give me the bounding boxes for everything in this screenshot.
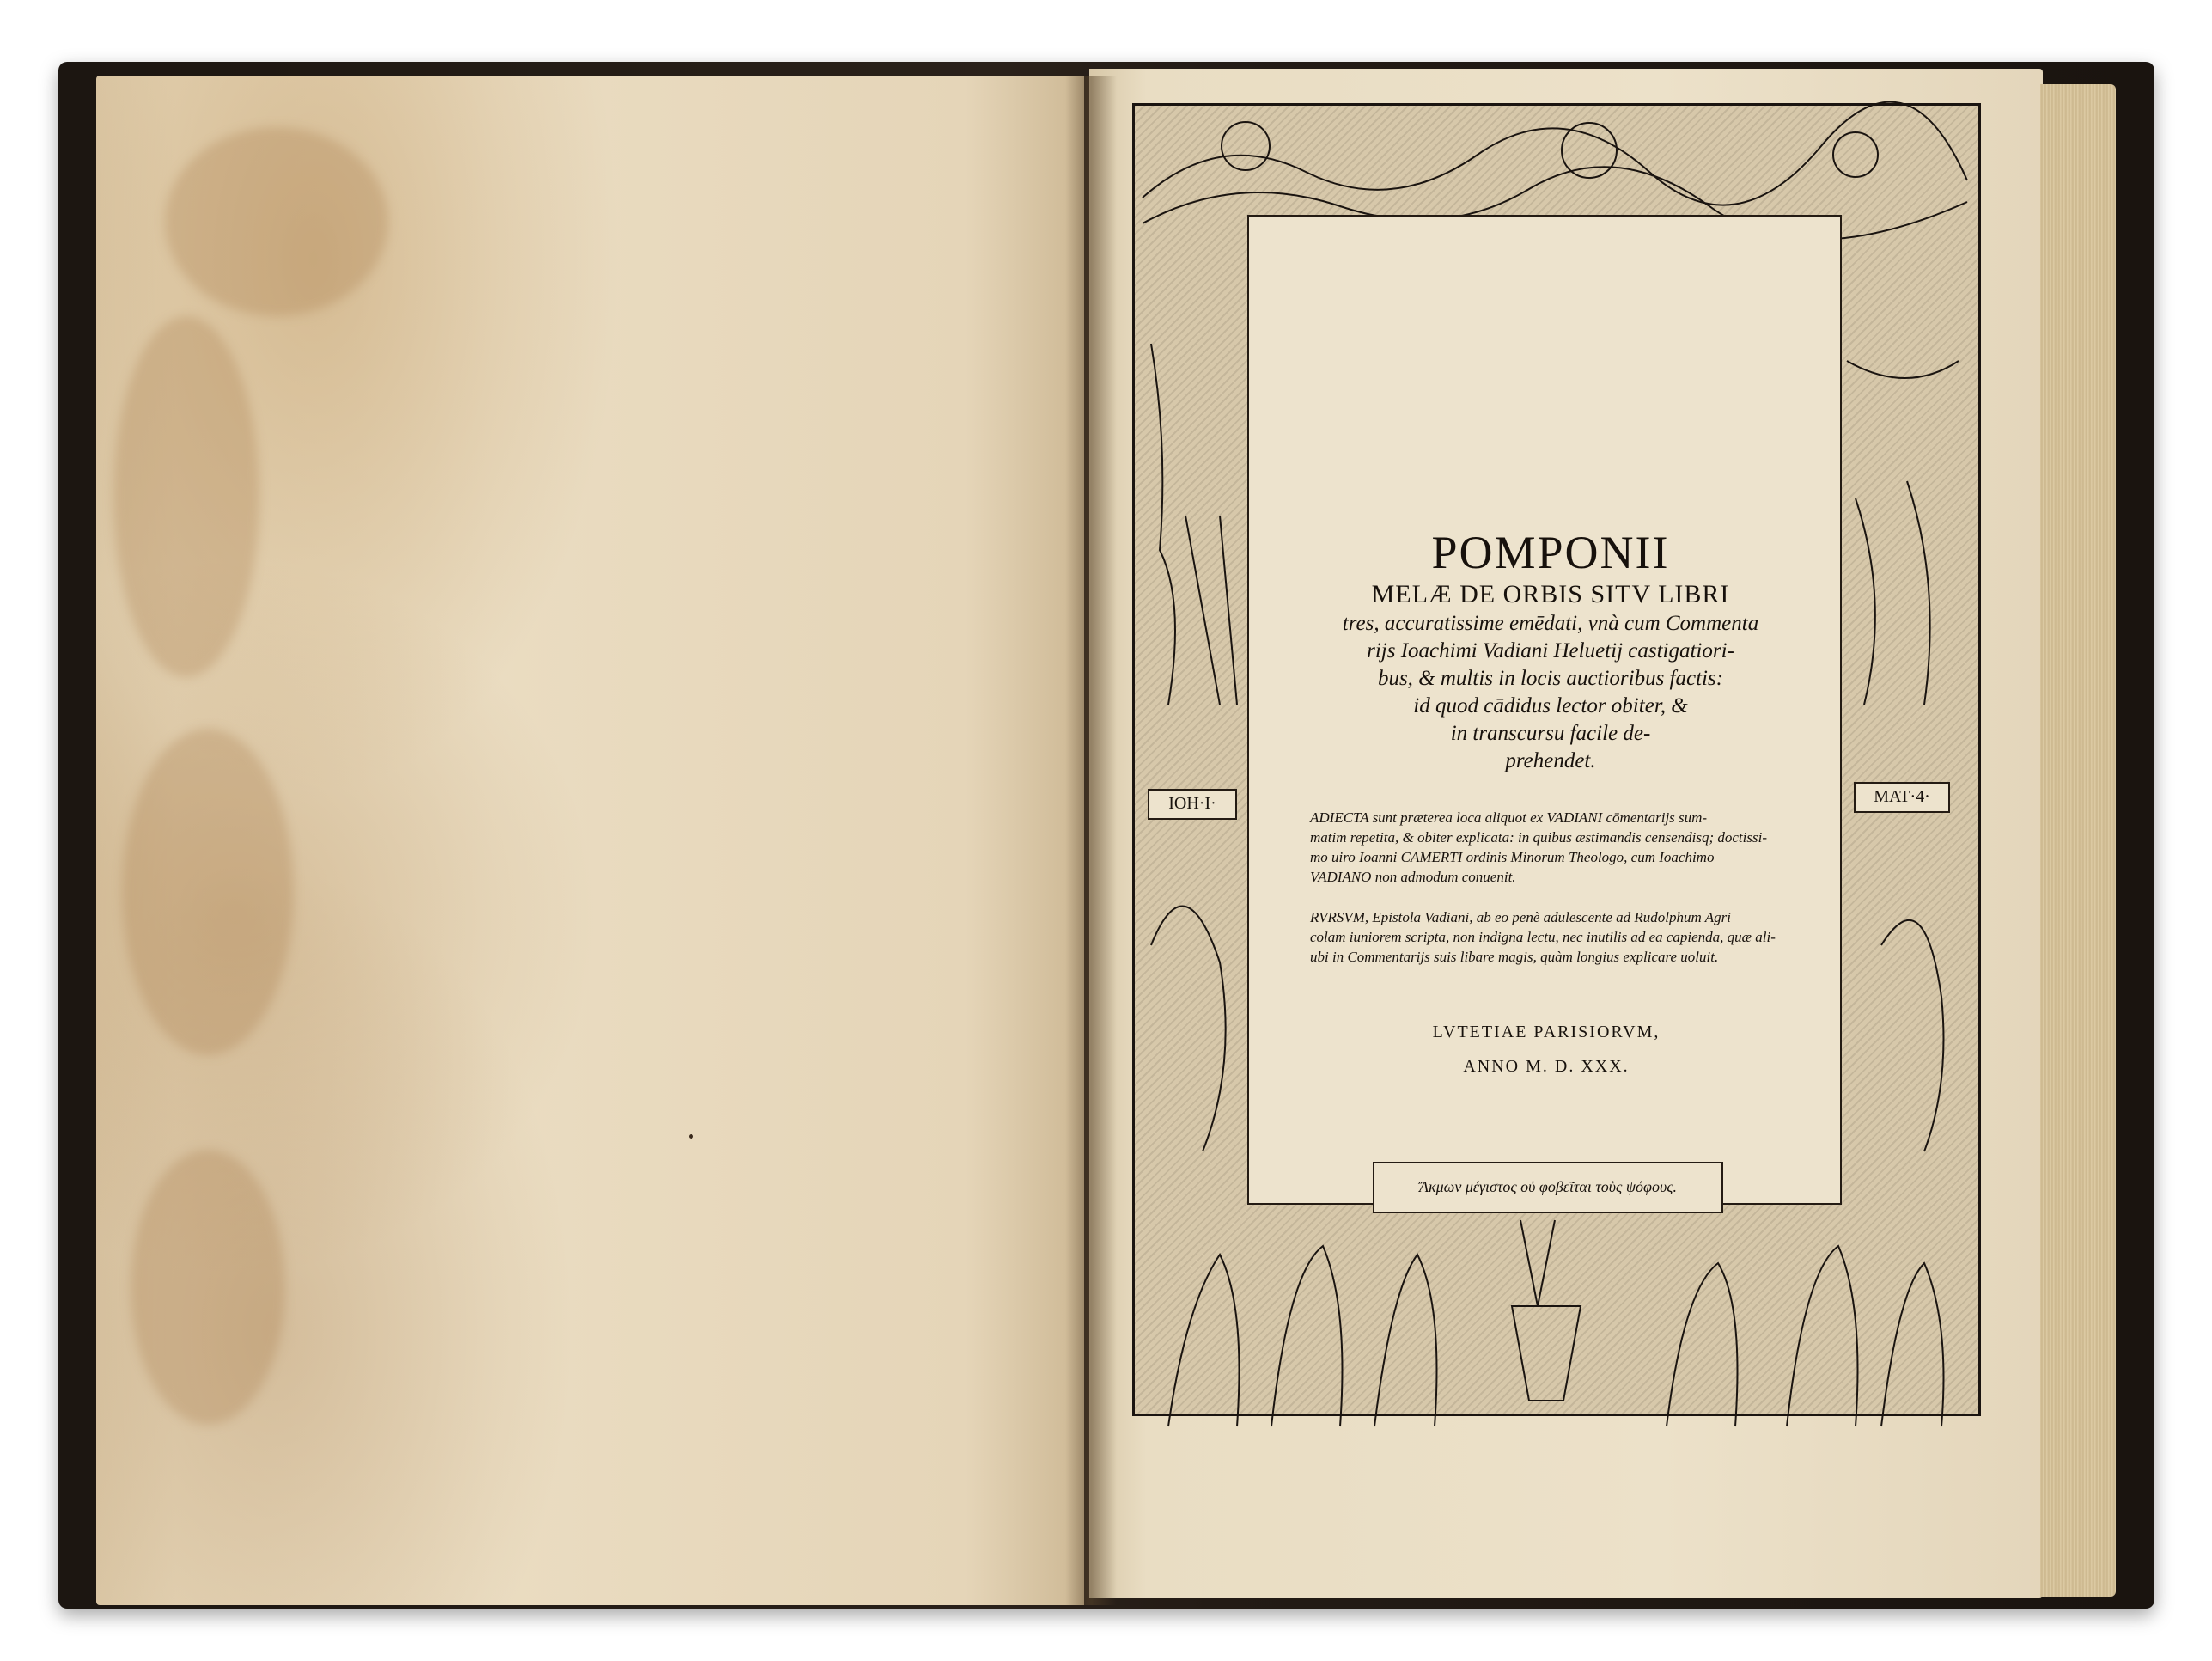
imprint-year: ANNO M. D. XXX. [1463,1057,1630,1076]
title-block [1293,526,1808,775]
subtitle-line: prehendet. [1505,749,1596,772]
subtitle-line: rijs Ioachimi Vadiani Heluetij castigatiori- [1367,639,1734,663]
title-pomponii: POMPONII [1431,527,1670,578]
adiecta-line: ADIECTA sunt præterea loca aliquot ex VADIANI cōmentarijs sum- [1310,809,1708,826]
cartouche-right: MAT·4· [1854,782,1950,813]
rursum-line: RVRSVM, Epistola Vadiani, ab eo penè adulescente ad Rudolphum Agri [1310,909,1731,925]
adiecta-line: matim repetita, & obiter explicata: in quibus æstimandis censendisq; doctissi- [1310,829,1767,846]
title-melae: MELÆ DE ORBIS SITV LIBRI [1371,580,1730,608]
greek-motto: Ἄκμων μέγιστος οὐ φοβεῖται τοὺς ψόφους. [1373,1162,1723,1213]
subtitle-line: bus, & multis in locis auctioribus factis: [1377,667,1724,690]
subtitle-line: tres, accuratissime emēdati, vnà cum Commenta [1342,612,1759,635]
adiecta-paragraph [1310,808,1800,887]
rursum-line: ubi in Commentarijs suis libare magis, quàm longius explicare uoluit. [1310,949,1719,965]
rursum-paragraph [1310,907,1800,967]
adiecta-line: VADIANO non admodum conuenit. [1310,869,1516,885]
rursum-line: colam iuniorem scripta, non indigna lectu, nec inutilis ad ea capienda, quæ ali- [1310,929,1776,945]
imprint-place: LVTETIAE PARISIORVM, [1432,1023,1661,1041]
subtitle-line: id quod cādidus lector obiter, & [1413,694,1688,718]
adiecta-line: mo uiro Ioanni CAMERTI ordinis Minorum Theologo, cum Ioachimo [1310,849,1715,865]
subtitle-line: in transcursu facile de- [1450,722,1651,745]
cartouche-left: IOH·I· [1148,789,1237,820]
